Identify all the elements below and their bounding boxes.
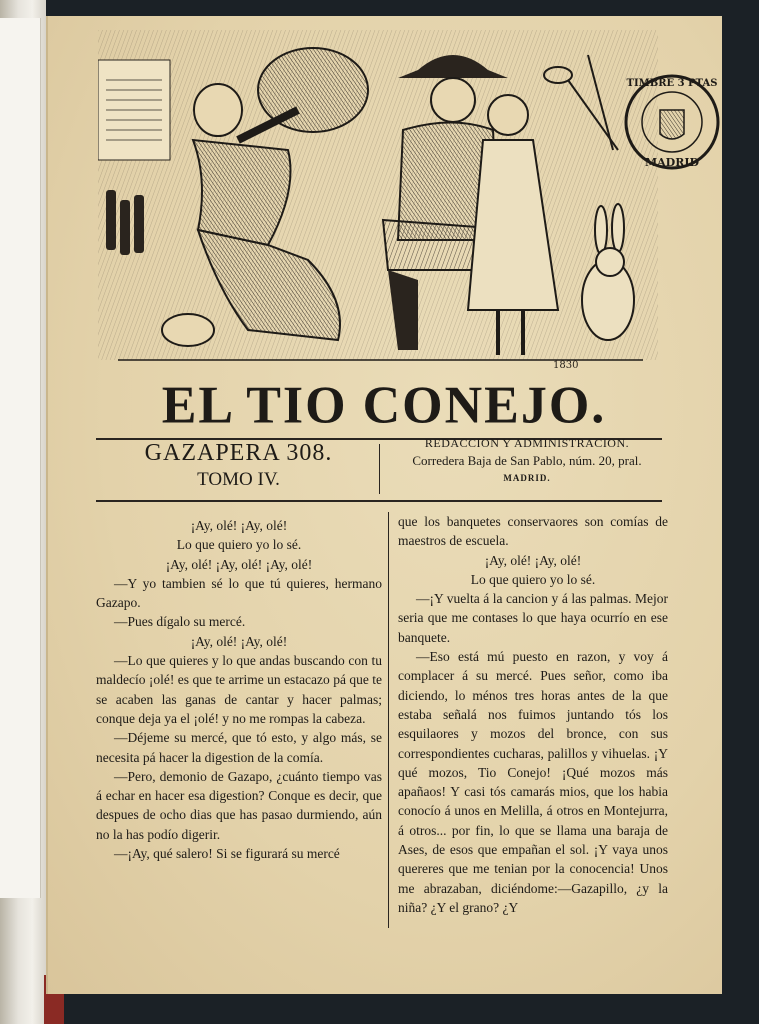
- issue-volume: TOMO IV.: [197, 469, 280, 490]
- article-paragraph: —Eso está mú puesto en razon, y voy á complacer á su mercé. Pues señor, como iba diciendo, lo ménos tres horas antes de la que estaba señalá nos fuimos juntando tós los esquilaores y mozos del bronce, con sus correspondientes cucharas, palillos y vihuelas. ¡Y qué mozos, Tio Conejo! ¡Qué mozos más apañaos! Y casi tós camarás mios, que los habia conocío á unos en Melilla, á otros en Montejurra, á otros... por fin, lo que se llama una baraja de Ases, de esos que empañan el sol. ¡Y vaya unos quereres que me tenian por la conocencia! Unos me abrazaban, diciéndome:—Gazapillo, ¿y la niña? ¿Y el grano? ¿Y: [398, 649, 668, 915]
- stamp-top-text: TIMBRE 3 PTAS: [626, 78, 718, 89]
- masthead-title: EL TIO CONEJO.: [161, 376, 607, 435]
- header-bottom-rule: [96, 500, 662, 502]
- tax-stamp: [622, 62, 722, 182]
- verse-line: ¡Ay, olé! ¡Ay, olé!: [190, 518, 288, 533]
- article-paragraph: que los banquetes conservaores son comías de maestros de escuela.: [398, 514, 668, 549]
- article-paragraph: —Y yo tambien sé lo que tú quieres, hermano Gazapo.: [96, 575, 382, 611]
- engraving-signature: 1830: [553, 360, 579, 370]
- article-paragraph: —Pero, demonio de Gazapo, ¿cuánto tiempo vas á echar en hacer esa digestion? Conque es decir, que despues de ocho dias que has pasao durmiendo, aún no la has podío digerir.: [96, 768, 382, 842]
- column-divider: [388, 512, 389, 928]
- office-info: [382, 436, 672, 483]
- verse-line: ¡Ay, olé! ¡Ay, olé!: [484, 552, 582, 568]
- article-paragraph: —¡Y vuelta á la cancion y á las palmas. Mejor seria que me contases lo que haya ocurrío en ese banquete.: [398, 591, 668, 645]
- verse-line: ¡Ay, olé! ¡Ay, olé! ¡Ay, olé!: [165, 556, 313, 572]
- article-paragraph: —Lo que quieres y lo que andas buscando con tu maldecío ¡olé! es que te arrime un estacazo pá que te se acaben las ganas de cantar y hacer palmas; conque deja ya el ¡olé! y no me rompas la cabeza.: [96, 653, 382, 726]
- verse-line: ¡Ay, olé! ¡Ay, olé!: [190, 633, 288, 649]
- adjacent-page-edge: [0, 0, 46, 1024]
- office-city: MADRID.: [503, 473, 551, 483]
- office-address: Corredera Baja de San Pablo, núm. 20, pral.: [412, 453, 642, 468]
- newspaper-page: [46, 16, 722, 994]
- cover-engraving: [98, 30, 658, 370]
- header-divider: [379, 444, 380, 494]
- verse-line: Lo que quiero yo lo sé.: [470, 571, 596, 587]
- issue-number: GAZAPERA 308.: [144, 440, 333, 466]
- article-column-right: [398, 512, 668, 917]
- verse-line: Lo que quiero yo lo sé.: [176, 537, 302, 553]
- office-label: REDACCION Y ADMINISTRACION.: [424, 436, 630, 450]
- article-column-left: [96, 516, 382, 863]
- article-paragraph: —Pues dígalo su mercé.: [114, 614, 246, 630]
- article-paragraph: —¡Ay, qué salero! Si se figurará su mercé: [114, 846, 340, 862]
- issue-info: [96, 440, 381, 491]
- article-paragraph: —Déjeme su mercé, que tó esto, y algo más, se necesita pá hacer la digestion de la comía.: [96, 730, 382, 765]
- stamp-bottom-text: MADRID: [644, 156, 700, 169]
